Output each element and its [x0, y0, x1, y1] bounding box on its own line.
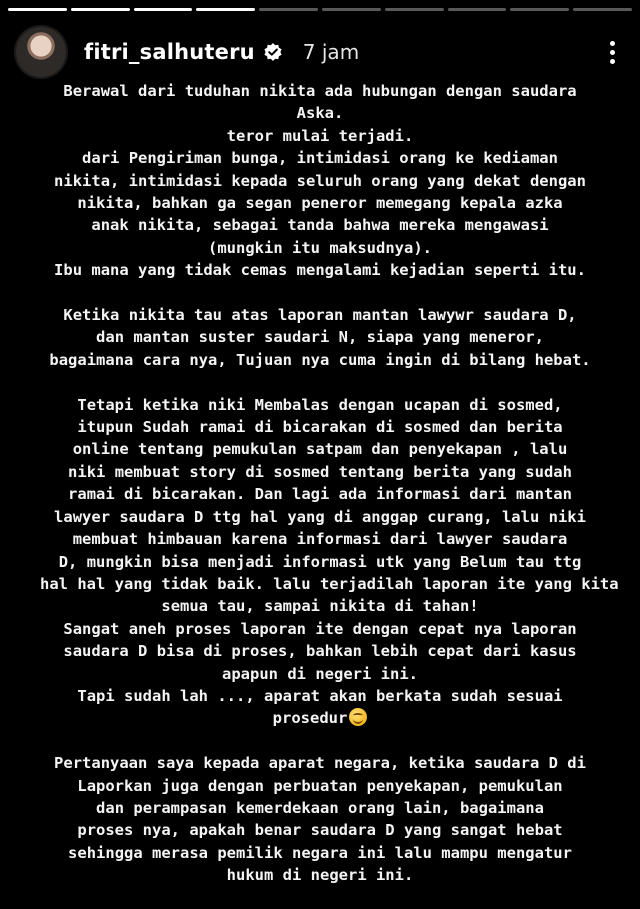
smiling-face-emoji-icon — [349, 708, 367, 726]
story-paragraph — [40, 394, 619, 730]
story-progress-segment — [322, 8, 381, 11]
profile-avatar[interactable] — [16, 27, 66, 77]
more-options-icon[interactable] — [600, 32, 624, 72]
story-text-line: bagaimana cara nya, Tujuan nya cuma ingin di bilang hebat. — [49, 350, 591, 369]
post-time: 7 jam — [302, 40, 360, 64]
story-text-line: lawyer saudara D ttg hal yang di anggap curang, lalu niki — [54, 507, 586, 526]
story-text-line: itupun Sudah ramai di bicarakan di sosmed dan berita — [77, 418, 563, 437]
story-text-line: dan perampasan kemerdekaan orang lain, bagaimana — [96, 798, 544, 817]
story-text-line: sehingga merasa pemilik negara ini lalu mampu mengatur — [68, 843, 572, 862]
story-progress-segment — [259, 8, 318, 11]
story-text-line: Sangat aneh proses laporan ite dengan cepat nya laporan — [63, 619, 577, 638]
story-paragraph — [40, 304, 600, 371]
story-progress-segment — [510, 8, 569, 11]
story-text-line: hal hal yang tidak baik. lalu terjadilah laporan ite yang kita — [40, 574, 619, 593]
story-text-body — [40, 80, 619, 909]
story-progress-segment — [134, 8, 193, 11]
story-text-line: dan mantan suster saudari N, siapa yang meneror, — [96, 328, 544, 347]
username[interactable]: fitri_salhuteru — [84, 40, 255, 64]
story-text-line: membuat himbauan karena informasi dari lawyer saudara — [72, 530, 568, 549]
story-text-line: nikita, bahkan ga segan peneror memegang kepala azka — [77, 194, 563, 213]
story-progress-segment — [573, 8, 632, 11]
story-text-line: Laporkan juga dengan perbuatan penyekapan, pemukulan — [77, 776, 563, 795]
story-text-line: Berawal dari tuduhan nikita ada hubungan dengan saudara — [63, 82, 577, 100]
story-text-line: hukum di negeri ini. — [226, 866, 414, 885]
story-text-line: nikita, intimidasi kepada seluruh orang yang dekat dengan — [54, 171, 586, 190]
story-paragraph — [40, 752, 600, 886]
story-text-line: Aska. — [296, 104, 344, 123]
story-text-line: apapun di negeri ini. — [222, 664, 418, 683]
story-progress-bar — [8, 8, 632, 11]
story-text-line: proses nya, apakah benar saudara D yang sangat hebat — [77, 821, 563, 840]
story-text-line: ramai di bicarakan. Dan lagi ada informasi dari mantan — [68, 485, 572, 504]
story-text-line: Tapi sudah lah ..., aparat akan berkata sudah sesuai — [77, 686, 563, 705]
story-text-line: Ketika nikita tau atas laporan mantan lawywr saudara D, — [63, 306, 577, 325]
story-text-line: niki membuat story di sosmed tentang berita yang sudah — [68, 462, 572, 481]
story-text-line: saudara D bisa di proses, bahkan lebih cepat dari kasus — [63, 642, 577, 661]
story-progress-segment — [196, 8, 255, 11]
verified-badge-icon — [263, 42, 283, 62]
story-text-line: Ibu mana yang tidak cemas mengalami kejadian seperti itu. — [54, 261, 586, 280]
story-text-line: semua tau, sampai nikita di tahan! — [161, 597, 479, 616]
story-text-line: online tentang pemukulan satpam dan penyekapan , lalu — [72, 440, 568, 459]
story-paragraph — [40, 80, 600, 282]
story-progress-segment — [71, 8, 130, 11]
story-text-line: anak nikita, sebagai tanda bahwa mereka mengawasi — [91, 216, 549, 235]
story-progress-segment — [448, 8, 507, 11]
story-text-line: (mungkin itu maksudnya). — [208, 238, 432, 257]
story-progress-segment — [385, 8, 444, 11]
story-text-line: D, mungkin bisa menjadi informasi utk yang Belum tau ttg — [58, 552, 582, 571]
story-text-line: teror mulai terjadi. — [226, 126, 414, 145]
story-text-line: Pertanyaan saya kepada aparat negara, ketika saudara D di — [54, 754, 586, 773]
story-header — [16, 26, 624, 78]
story-text-line: dari Pengiriman bunga, intimidasi orang ke kediaman — [82, 149, 558, 168]
story-progress-segment — [8, 8, 67, 11]
story-text-line: Tetapi ketika niki Membalas dengan ucapan di sosmed, — [77, 395, 563, 414]
story-text-line: prosedur — [40, 707, 600, 729]
